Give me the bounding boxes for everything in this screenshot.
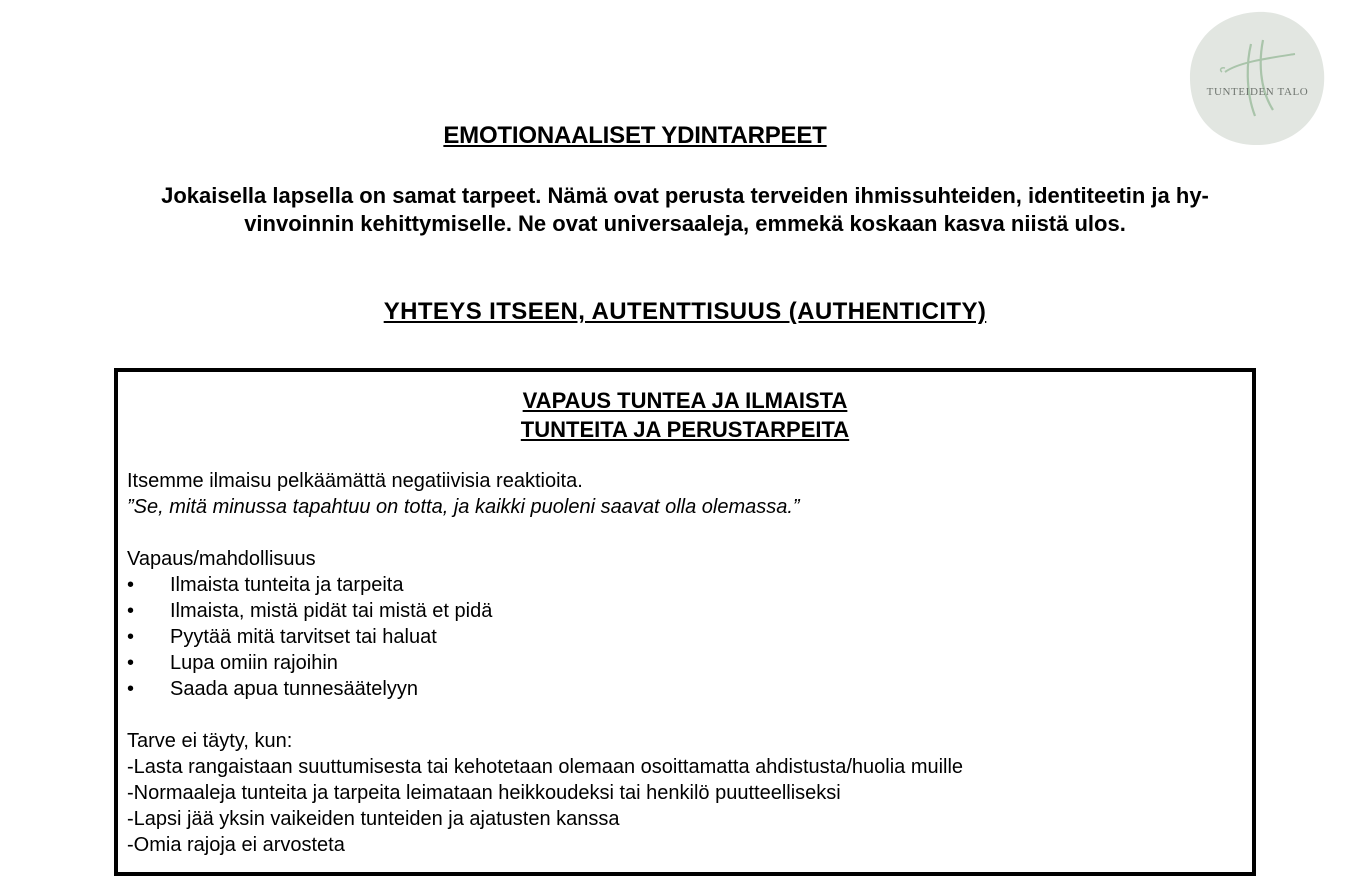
unmet-item: -Omia rajoja ei arvosteta [127,834,345,856]
unmet-item: -Normaaleja tunteita ja tarpeita leimataan heikkoudeksi tai henkilö puutteelliseksi [127,782,841,804]
freedom-label: Vapaus/mahdollisuus [127,548,316,570]
bullet-icon: • [127,600,135,622]
list-item [127,624,963,650]
list-item-text: Ilmaista, mistä pidät tai mistä et pidä [170,600,493,622]
list-item [127,676,963,702]
bullet-icon: • [127,574,135,596]
intro-line: Jokaisella lapsella on samat tarpeet. Nämä ovat perusta terveiden ihmissuhteiden, identiteetin ja hy- [161,183,1209,208]
intro-paragraph [110,182,1260,238]
bullet-icon: • [127,652,135,674]
logo-text: TUNTEIDEN TALO [1206,86,1309,98]
list-item [127,650,963,676]
bullet-icon: • [127,678,135,700]
description: Itsemme ilmaisu pelkäämättä negatiivisia reaktioita. [127,470,583,492]
need-box [114,368,1256,876]
box-content [127,468,963,858]
list-item-text: Ilmaista tunteita ja tarpeita [170,574,404,596]
page-title: EMOTIONAALISET YDINTARPEET [443,122,827,149]
list-item [127,598,963,624]
box-title-line: VAPAUS TUNTEA JA ILMAISTA [522,388,848,413]
list-item-text: Saada apua tunnesäätelyyn [170,678,418,700]
list-item [127,572,963,598]
unmet-label: Tarve ei täyty, kun: [127,730,293,752]
unmet-item: -Lasta rangaistaan suuttumisesta tai kehotetaan olemaan osoittamatta ahdistusta/huolia muille [127,756,964,778]
intro-line: vinvoinnin kehittymiselle. Ne ovat universaaleja, emmekä koskaan kasva niistä ulos. [244,211,1126,236]
quote: ”Se, mitä minussa tapahtuu on totta, ja kaikki puoleni saavat olla olemassa.” [127,496,800,518]
box-title-line: TUNTEITA JA PERUSTARPEITA [520,417,850,442]
section-heading: YHTEYS ITSEEN, AUTENTTISUUS (AUTHENTICITY) [383,298,987,325]
box-title [118,386,1252,444]
list-item-text: Lupa omiin rajoihin [170,652,338,674]
list-item-text: Pyytää mitä tarvitset tai haluat [170,626,437,648]
unmet-item: -Lapsi jää yksin vaikeiden tunteiden ja ajatusten kanssa [127,808,620,830]
bullet-icon: • [127,626,135,648]
